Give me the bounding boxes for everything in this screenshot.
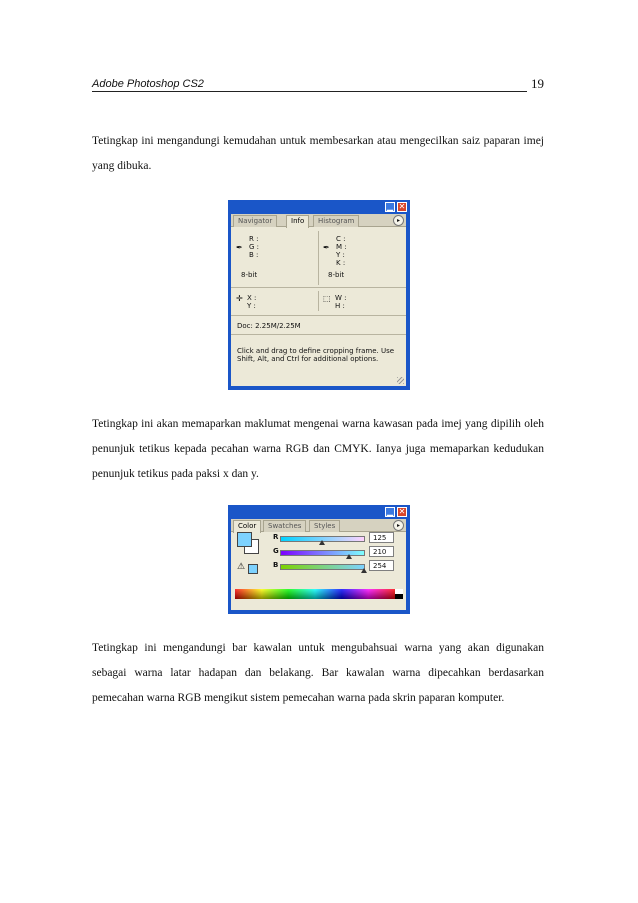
paragraph-color: Tetingkap ini mengandungi bar kawalan untuk mengubahsuai warna yang akan digunakan sebagai warna latar hadapan dan belakang. Bar kawalan warna dipecahkan berdasarkan pemecahan warna RGB mengikut sistem pemecahan warna pada skrin paparan komputer. <box>92 642 544 704</box>
info-divider <box>231 334 406 335</box>
tool-hint: Click and drag to define cropping frame. Use Shift, Alt, and Ctrl for additional options. <box>237 347 395 363</box>
green-slider[interactable] <box>280 550 365 556</box>
info-position-section <box>231 288 406 316</box>
gamut-color-swatch[interactable] <box>248 564 258 574</box>
gamut-warning-icon[interactable]: ⚠ <box>237 562 246 572</box>
tab-swatches[interactable]: Swatches <box>263 520 306 532</box>
channel-label-g: G <box>273 547 279 555</box>
tab-color[interactable]: Color <box>233 520 261 533</box>
green-slider-thumb[interactable] <box>346 554 352 559</box>
palette-menu-icon[interactable]: ▸ <box>393 520 404 531</box>
info-color-section <box>231 227 406 288</box>
color-spectrum-bar[interactable] <box>235 589 395 599</box>
bit-depth-right: 8-bit <box>328 271 345 279</box>
color-tab-bar <box>231 519 406 532</box>
page-header <box>92 74 544 94</box>
tab-histogram[interactable]: Histogram <box>313 215 359 227</box>
tab-info[interactable]: Info <box>286 215 309 228</box>
color-palette-body <box>231 519 406 610</box>
doc-size: Doc: 2.25M/2.25M <box>237 322 301 330</box>
paragraph-navigator: Tetingkap ini mengandungi kemudahan untuk membesarkan atau mengecilkan saiz paparan imej yang dibuka. <box>92 135 544 172</box>
column-divider <box>318 291 319 311</box>
close-icon[interactable]: ✕ <box>398 202 406 211</box>
channel-label-r: R <box>273 533 279 541</box>
rgb-readout: R : G : B : <box>249 235 260 259</box>
page-number: 19 <box>531 76 544 91</box>
blue-slider[interactable] <box>280 564 365 570</box>
foreground-color-swatch[interactable] <box>237 532 252 547</box>
info-tab-bar <box>231 214 406 227</box>
tab-navigator[interactable]: Navigator <box>233 215 277 227</box>
crosshair-icon: ✛ <box>236 294 243 303</box>
bit-depth-left: 8-bit <box>241 271 258 279</box>
red-slider[interactable] <box>280 536 365 542</box>
column-divider <box>318 231 319 285</box>
paragraph-info: Tetingkap ini akan memaparkan maklumat mengenai warna kawasan pada imej yang dipilih oleh penunjuk tetikus kepada pecahan warna RGB dan CMYK. Ianya juga memaparkan kedudukan penunjuk tetikus pada paksi x dan y. <box>92 418 544 480</box>
red-slider-thumb[interactable] <box>319 540 325 545</box>
red-value-input[interactable]: 125 <box>369 532 394 543</box>
color-palette-window[interactable] <box>228 505 410 614</box>
header-title: Adobe Photoshop CS2 <box>92 78 204 90</box>
green-value-input[interactable]: 210 <box>369 546 394 557</box>
info-palette-body <box>231 214 406 386</box>
minimize-icon[interactable]: ▁ <box>386 507 394 516</box>
channel-label-b: B <box>273 561 279 569</box>
bounding-box-icon: ⬚ <box>323 294 331 303</box>
close-icon[interactable]: ✕ <box>398 507 406 516</box>
blue-slider-thumb[interactable] <box>361 568 367 573</box>
wh-readout: W : H : <box>335 294 347 310</box>
blue-value-input[interactable]: 254 <box>369 560 394 571</box>
palette-menu-icon[interactable]: ▸ <box>393 215 404 226</box>
xy-readout: X : Y : <box>247 294 257 310</box>
minimize-icon[interactable]: ▁ <box>386 202 394 211</box>
info-palette-window[interactable] <box>228 200 410 390</box>
eyedropper-icon: ✒ <box>236 243 243 252</box>
resize-grip-icon[interactable] <box>397 377 404 384</box>
eyedropper-icon: ✒ <box>323 243 330 252</box>
header-rule <box>92 91 527 92</box>
tab-styles[interactable]: Styles <box>309 520 340 532</box>
cmyk-readout: C : M : Y : K : <box>336 235 347 267</box>
black-white-ramp[interactable] <box>395 589 403 599</box>
